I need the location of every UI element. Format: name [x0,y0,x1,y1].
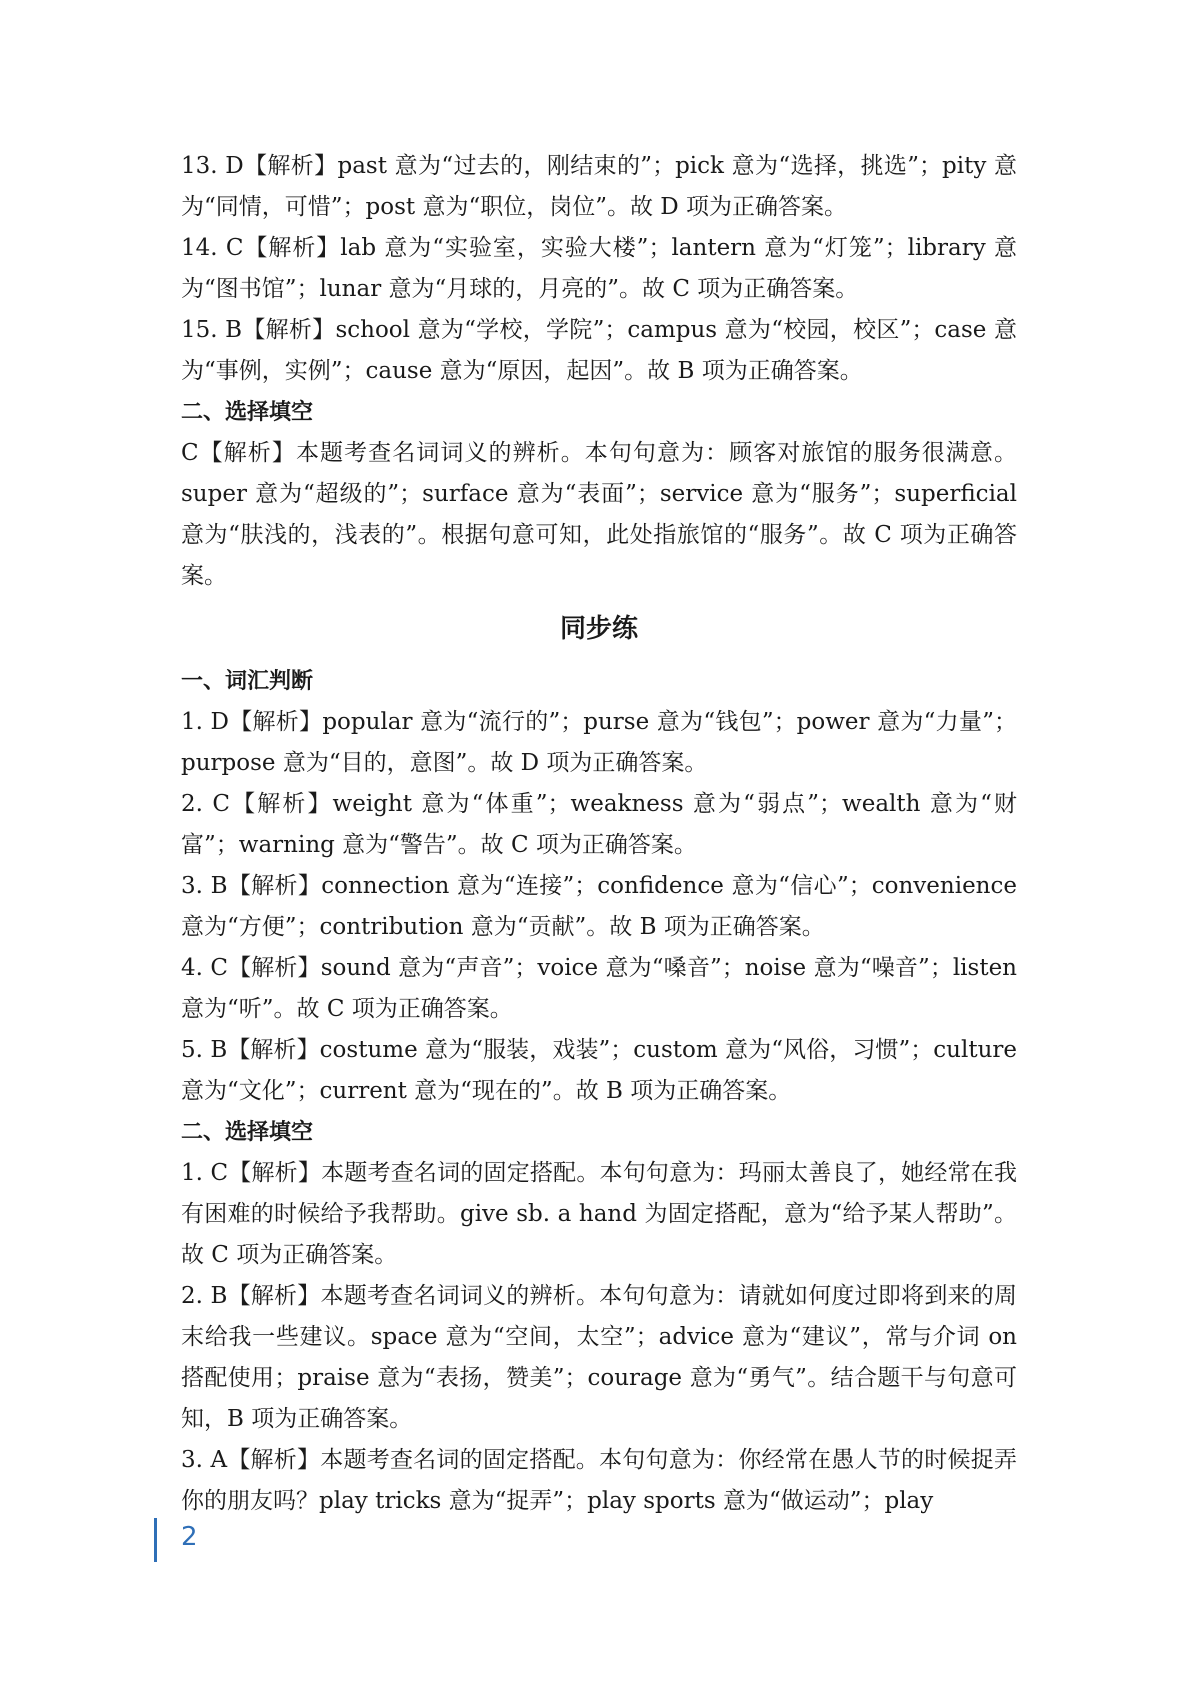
vocab-item-2: 2. C【解析】weight 意为“体重”；weakness 意为“弱点”；wealth 意为“财富”；warning 意为“警告”。故 C 项为正确答案。 [181,791,1017,858]
vocab-item-5: 5. B【解析】costume 意为“服装，戏装”；custom 意为“风俗，习惯”；culture 意为“文化”；current 意为“现在的”。故 B 项为正确答案。 [181,1037,1017,1104]
answer-item-15: 15. B【解析】school 意为“学校，学院”；campus 意为“校园，校区”；case 意为“事例，实例”；cause 意为“原因，起因”。故 B 项为正确答案。 [181,317,1017,384]
fill-item-3: 3. A【解析】本题考查名词的固定搭配。本句句意为：你经常在愚人节的时候捉弄你的朋友吗？play tricks 意为“捉弄”；play sports 意为“做运动”；play [181,1447,1017,1514]
fill-item-1: 1. C【解析】本题考查名词的固定搭配。本句句意为：玛丽太善良了，她经常在我有困难的时候给予我帮助。give sb. a hand 为固定搭配，意为“给予某人帮助”。故 C 项为正确答案。 [181,1160,1017,1268]
vocab-item-4: 4. C【解析】sound 意为“声音”；voice 意为“嗓音”；noise 意为“噪音”；listen 意为“听”。故 C 项为正确答案。 [181,955,1017,1022]
section-heading-fill-in: 二、选择填空 [181,400,314,425]
page-number-bar [154,1518,157,1562]
section-heading-fill-in-2: 二、选择填空 [181,1120,314,1145]
page-content [181,146,1017,1522]
page-number: 2 [181,1522,198,1552]
section-title: 同步练 [559,614,638,644]
vocab-item-3: 3. B【解析】connection 意为“连接”；confidence 意为“信心”；convenience 意为“方便”；contribution 意为“贡献”。故 B 项为正确答案。 [181,873,1017,940]
fill-in-answer: C【解析】本题考查名词词义的辨析。本句句意为：顾客对旅馆的服务很满意。super 意为“超级的”；surface 意为“表面”；service 意为“服务”；superficial 意为“肤浅的，浅表的”。根据句意可知，此处指旅馆的“服务”。故 C 项为正确答案。 [181,440,1017,589]
answer-item-13: 13. D【解析】past 意为“过去的，刚结束的”；pick 意为“选择，挑选”；pity 意为“同情，可惜”；post 意为“职位，岗位”。故 D 项为正确答案。 [181,153,1017,220]
answer-item-14: 14. C【解析】lab 意为“实验室，实验大楼”；lantern 意为“灯笼”；library 意为“图书馆”；lunar 意为“月球的，月亮的”。故 C 项为正确答案。 [181,235,1017,302]
vocab-item-1: 1. D【解析】popular 意为“流行的”；purse 意为“钱包”；power 意为“力量”；purpose 意为“目的，意图”。故 D 项为正确答案。 [181,709,1017,776]
section-heading-vocabulary: 一、词汇判断 [181,669,314,694]
fill-item-2: 2. B【解析】本题考查名词词义的辨析。本句句意为：请就如何度过即将到来的周末给我一些建议。space 意为“空间，太空”；advice 意为“建议”，常与介词 on 搭配使用；praise 意为“表扬，赞美”；courage 意为“勇气”。结合题干与句意可知，B 项为正确答案。 [181,1283,1017,1432]
